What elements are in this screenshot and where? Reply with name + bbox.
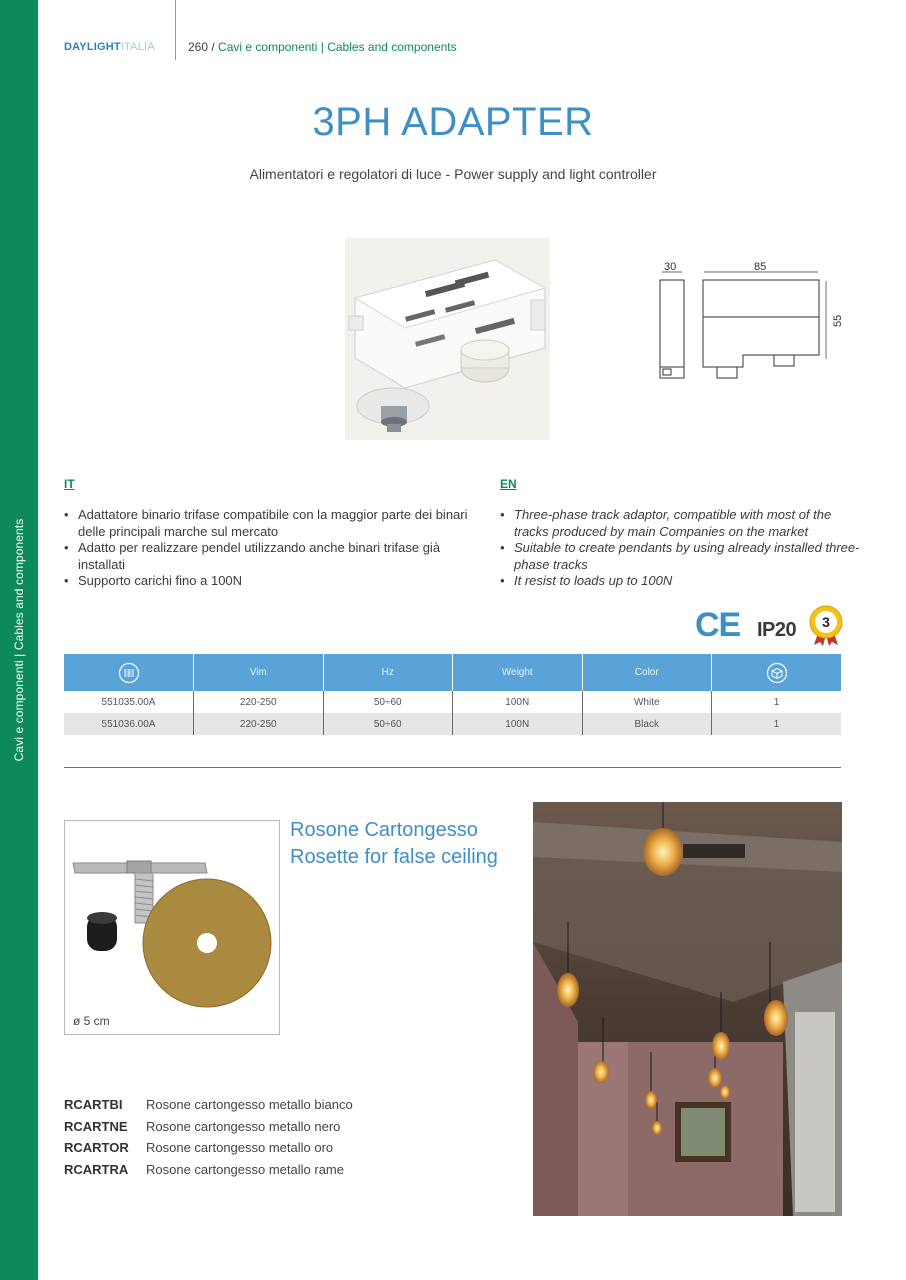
header-code [64,654,194,691]
rosette-dimension: ø 5 cm [73,1014,110,1028]
rosette-title [290,817,498,871]
description-list-it [64,507,484,590]
rosette-title-en: Rosette for false ceiling [290,846,498,868]
technical-drawing [650,255,850,390]
table-row: 551036.00A 220-250 50÷60 100N Black 1 [64,713,841,735]
dim-depth: 30 [664,261,677,273]
warranty-years: 3 [822,614,830,630]
table-header-row [64,654,841,691]
list-item: • Adatto per realizzare pendel utilizzando anche binari trifase già installati [64,540,484,573]
ce-mark: CE [695,606,741,644]
spec-table [64,654,841,735]
rosette-title-it: Rosone Cartongesso [290,819,478,841]
package-icon [766,662,788,684]
side-band [0,0,38,1280]
side-band-label: Cavi e componenti | Cables and components [12,518,26,762]
rosette-photo [64,820,280,1035]
page-number: 260 / [188,40,215,54]
header-weight: Weight [453,654,583,691]
page-title: 3PH ADAPTER [312,100,594,144]
list-item: RCARTOR Rosone cartongesso metallo oro [64,1140,334,1155]
list-item: • Three-phase track adaptor, compatible with most of the tracks produced by main Companies on the market [500,507,860,540]
list-item: • Supporto carichi fino a 100N [64,573,484,590]
list-item: RCARTRA Rosone cartongesso metallo rame [64,1161,344,1177]
breadcrumb-section[interactable]: Cavi e componenti | Cables and components [218,40,457,54]
rosette-code-list [64,1094,353,1180]
breadcrumb [188,40,457,54]
list-item: • It resist to loads up to 100N [500,573,860,590]
brand-logo: DAYLIGHTITALIA [64,41,155,53]
header-package [712,654,842,691]
code-icon [118,662,140,684]
header-color: Color [582,654,712,691]
lang-heading-en: EN [500,477,517,491]
list-item: RCARTBI Rosone cartongesso metallo bianco [64,1097,353,1112]
lang-heading-it: IT [64,477,75,491]
list-item: • Adattatore binario trifase compatibile con la maggior parte dei binari delle principali marche sul mercato [64,507,484,540]
warranty-badge-icon [808,605,844,647]
ceiling-photo [533,802,842,1216]
adapter-photo [345,238,550,440]
dim-width: 85 [754,261,767,273]
description-list-en [500,507,860,590]
header-vim: Vim [194,654,324,691]
section-divider [64,767,841,768]
list-item: RCARTNE Rosone cartongesso metallo nero [64,1118,341,1134]
list-item: • Suitable to create pendants by using already installed three-phase tracks [500,540,860,573]
header-hz: Hz [323,654,453,691]
ip-rating: IP20 [757,619,797,641]
header-divider [175,0,176,60]
table-row: 551035.00A 220-250 50÷60 100N White 1 [64,691,841,713]
dim-height: 55 [832,314,844,327]
page-subtitle: Alimentatori e regolatori di luce - Power supply and light controller [249,166,657,182]
